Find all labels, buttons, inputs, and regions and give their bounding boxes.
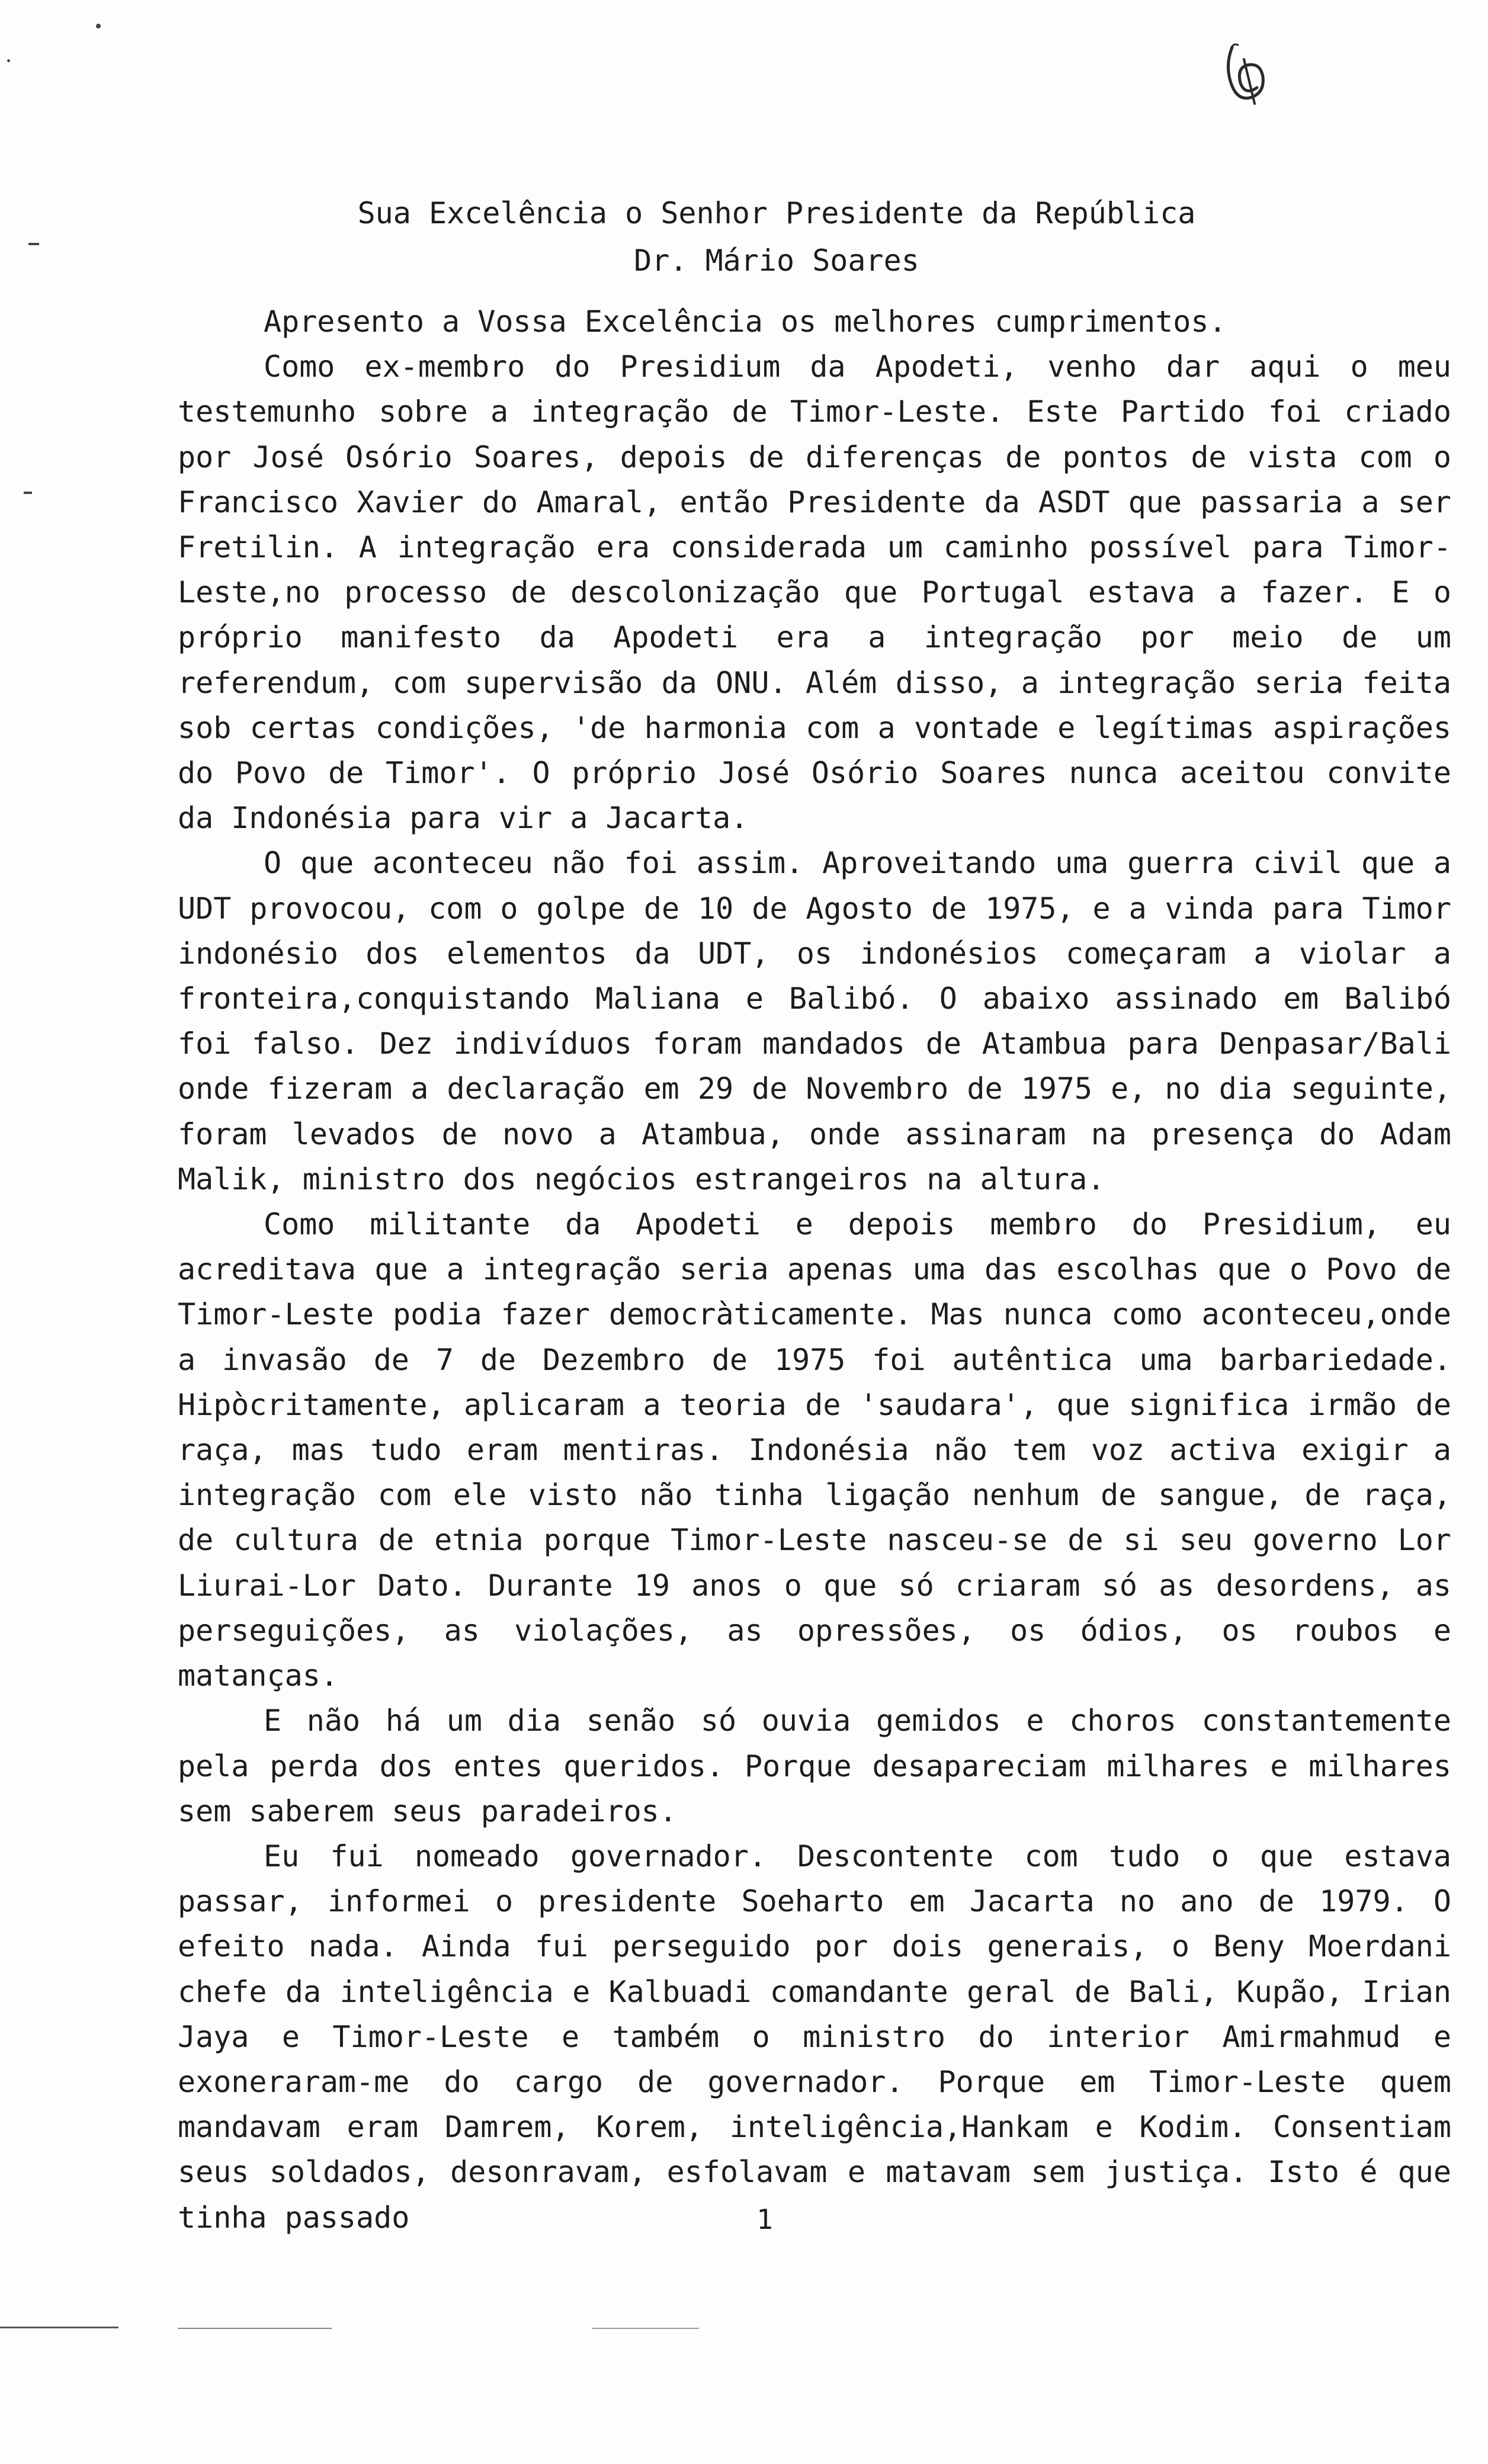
letter-body bbox=[178, 299, 1451, 2240]
page-number: 1 bbox=[756, 2203, 773, 2235]
paragraph-suffering: E não há um dia senão só ouvia gemidos e choros constantemente pela perda dos entes queridos. Porque desapareciam milhares e milhares sem saberem seus paradeiros. bbox=[178, 1703, 1451, 1828]
recipient-name: Dr. Mário Soares bbox=[634, 243, 919, 278]
margin-speck bbox=[96, 24, 101, 28]
scan-edge-line bbox=[592, 2328, 699, 2329]
recipient-title: Sua Excelência o Senhor Presidente da República bbox=[357, 196, 1196, 230]
paragraph-invasion: Como militante da Apodeti e depois membro do Presidium, eu acreditava que a integração seria apenas uma das escolhas que o Povo de Timor-Leste podia fazer democràticamente. Mas nunca como aconteceu,onde a invasão de 7 de Dezembro de 1975 foi autêntica uma barbariedade. Hipòcritamente, aplicaram a teoria de 'saudara', que significa irmão de raça, mas tudo eram mentiras. Indonésia não tem voz activa exigir a integração com ele visto não tinha ligação nenhum de sangue, de raça, de cultura de etnia porque Timor-Leste nasceu-se de si seu governo Lor Liurai-Lor Dato. Durante 19 anos o que só criaram só as desordens, as perseguições, as violações, as opressões, os ódios, os roubos e matanças. bbox=[178, 1207, 1451, 1693]
paragraph-testimony: Como ex-membro do Presidium da Apodeti, venho dar aqui o meu testemunho sobre a integração de Timor-Leste. Este Partido foi criado por José Osório Soares, depois de diferenças de pontos de vista com o Francisco Xavier do Amaral, então Presidente da ASDT que passaria a ser Fretilin. A integração era considerada um caminho possível para Timor-Leste,no processo de descolonização que Portugal estava a fazer. E o próprio manifesto da Apodeti era a integração por meio de um referendum, com supervisão da ONU. Além disso, a integração seria feita sob certas condições, 'de harmonia com a vontade e legítimas aspirações do Povo de Timor'. O próprio José Osório Soares nunca aceitou convite da Indonésia para vir a Jacarta. bbox=[178, 349, 1451, 836]
scan-edge-line bbox=[0, 2327, 118, 2328]
margin-dash bbox=[24, 492, 32, 494]
scan-edge-line bbox=[178, 2328, 332, 2329]
margin-speck bbox=[7, 59, 10, 62]
paragraph-events: O que aconteceu não foi assim. Aproveitando uma guerra civil que a UDT provocou, com o golpe de 10 de Agosto de 1975, e a vinda para Timor indonésio dos elementos da UDT, os indonésios começaram a violar a fronteira,conquistando Maliana e Balibó. O abaixo assinado em Balibó foi falso. Dez indivíduos foram mandados de Atambua para Denpasar/Bali onde fizeram a declaração em 29 de Novembro de 1975 e, no dia seguinte, foram levados de novo a Atambua, onde assinaram na presença do Adam Malik, ministro dos negócios estrangeiros na altura. bbox=[178, 846, 1451, 1196]
greeting-line: Apresento a Vossa Excelência os melhores cumprimentos. bbox=[264, 304, 1227, 339]
handwritten-initials-mark bbox=[1220, 41, 1274, 113]
paragraph-governor: Eu fui nomeado governador. Descontente com tudo o que estava passar, informei o presidente Soeharto em Jacarta no ano de 1979. O efeito nada. Ainda fui perseguido por dois generais, o Beny Moerdani chefe da inteligência e Kalbuadi comandante geral de Bali, Kupão, Irian Jaya e Timor-Leste e também o ministro do interior Amirmahmud e exoneraram-me do cargo de governador. Porque em Timor-Leste quem mandavam eram Damrem, Korem, inteligência,Hankam e Kodim. Consentiam seus soldados, desonravam, esfolavam e matavam sem justiça. Isto é que tinha passado bbox=[178, 1839, 1451, 2235]
